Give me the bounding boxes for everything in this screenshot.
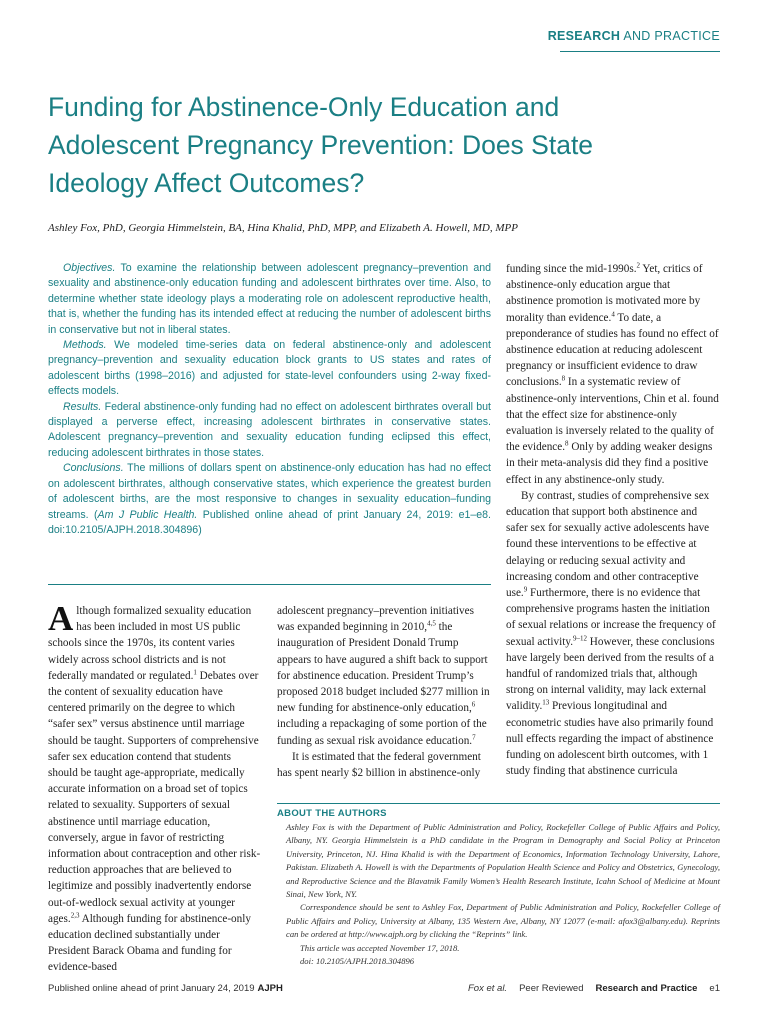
citation-journal: Am J Public Health. [97,508,198,521]
about-affiliations: Ashley Fox is with the Department of Public Administration and Policy, Rockefeller College of Public Affairs and Policy, Albany, NY. Georgia Himmelstein is a PhD candidate in the Program in Demography and Social Policy at Princeton University, Princeton, NJ. Hina Khalid is with the Department of Economics, Information Technology University, Lahore, Pakistan. Elizabeth A. Howell is with the Departments of Population Health Science and Policy and Obstetrics, Gynecology, and Reproductive Science and the Blavatnik Family Women’s Health Research Institute, Icahn School of Medicine at Mount Sinai, New York, NY. [286,822,720,900]
reference[interactable]: 1 [193,668,197,677]
body-paragraph: Although formalized sexuality education has been included in most US public schools since the 1970s, its content varies widely across school districts and is not federally mandated or regulated.$^1$ Debates over the content of sexuality education have centered primarily on the degree to which “safer sex” versus abstinence until marriage should be taught. Supporters of comprehensive safer sex education contend that students should be taught age-appropriate, medically accurate information on a broad set of topics related to sexuality. Supporters of sexual abstinence until marriage education, conversely, argue in favor of restricting information about contraception and other risk-reduction approaches that are believed to legitimize and possibly inadvertently endorse out-of-wedlock sexual activity at younger ages.$^{2,3}$ Although funding for abstinence-only education declined substantially under President Barack Obama and funding for evidence-based [48,599,261,974]
header-rule [560,51,720,52]
section-label [548,29,720,43]
footer-peer-reviewed: Peer Reviewed [519,983,584,994]
reference[interactable]: 9 [523,585,528,594]
footer-left [48,983,283,994]
footer-published: Published online ahead of print January 24, 2019 [48,983,255,994]
article-title: Funding for Abstinence-Only Education and Adolescent Pregnancy Prevention: Does State Ideology Affect Outcomes? [48,92,594,198]
reference[interactable]: 9–12 [573,633,587,642]
reference[interactable]: 8 [565,439,569,448]
abstract-conclusions [48,461,491,538]
body-column-3 [506,261,720,780]
abstract [48,261,491,538]
conclusions-label: Conclusions. [63,462,124,475]
reference[interactable]: 2,3 [70,911,80,920]
reference[interactable]: 6 [471,700,476,709]
citation-rest: Published online ahead of print January 24, 2019: e1–e8. doi:10.2105/AJPH.2018.304896) [48,508,491,536]
abstract-objectives [48,261,491,338]
article-authors: Ashley Fox, PhD, Georgia Himmelstein, BA, Hina Khalid, PhD, MPP, and Elizabeth A. Howell, MD, MPP [48,222,518,234]
reference[interactable]: 7 [472,732,476,741]
body-column-1 [48,599,262,976]
reference[interactable]: 4 [611,309,615,318]
methods-text: We modeled time-series data on federal abstinence-only and adolescent pregnancy–prevention and sexuality education block grants to US states and rates of adolescent births (1998–2016) and adjusted for state-level confounders using 2-way fixed-effects models. [48,339,491,398]
about-doi: doi: 10.2105/AJPH.2018.304896 [300,956,415,967]
body-paragraph: It is estimated that the federal government has spent nearly $2 billion in abstinence-only [277,750,481,780]
about-correspondence: Correspondence should be sent to Ashley Fox, Department of Public Administration and Policy, Rockefeller College of Public Affairs and Policy, University at Albany, 135 Western Ave, Albany, NY 12077 (e-mail: afox3@albany.edu). Reprints can be ordered at http://www.ajph.org by clicking the “Reprints” link. [286,902,720,940]
reference[interactable]: 4,5 [427,619,436,628]
abstract-results [48,400,491,462]
reference[interactable]: 8 [561,374,566,383]
footer-authorship: Fox et al. [468,983,508,994]
objectives-label: Objectives. [63,262,116,274]
body-paragraph: adolescent pregnancy–prevention initiatives was expanded beginning in 2010,$^{4,5}$ the inauguration of President Donald Trump appears to have augured a shift back to support for abstinence education. President Trump’s proposed 2018 budget included $277 million in new funding for abstinence-only education,$^6$ including a repackaging of some portion of the funding as sexual risk avoidance education.$^7$ [277,605,490,747]
footer-section: Research and Practice [595,983,698,994]
about-accepted: This article was accepted November 17, 2018. [300,942,460,953]
body-paragraph: By contrast, studies of comprehensive sex education that support both abstinence and safer sex for sexually active adolescents have found these interventions to be effective at delaying or reducing sexual activity and increasing condom and other contraceptive use.$^9$ Furthermore, there is no evidence that comprehensive programs hasten the initiation of sexual relations or increase the frequency of sexual activity.$^{9-12}$ However, these conclusions have largely been derived from the results of a handful of randomized trials that, although strong on internal validity, may lack external validity.$^{13}$ Previous longitudinal and econometric studies have also primarily found null effects regarding the impact of abstinence funding on adolescent birth outcomes, with 1 study finding that abstinence curricula [506,489,716,778]
abstract-rule [48,584,491,585]
abstract-methods [48,338,491,400]
methods-label: Methods. [63,339,107,352]
results-text: Federal abstinence-only funding had no effect on adolescent birthrates overall but displayed a perverse effect, increasing adolescent birthrates in conservative states. Adolescent pregnancy–prevention and sexuality education funding eclipsed this effect, reducing adolescent birthrates in those states. [48,400,491,459]
body-paragraph: funding since the mid-1990s.$^2$ Yet, critics of abstinence-only education argue that abstinence promotion is motivated more by morality than evidence.$^4$ To date, a preponderance of studies has found no effect of abstinence education at reducing adolescent pregnancy or insufficient evidence to draw conclusions.$^8$ In a systematic review of abstinence-only interventions, Chin et al. found that the effect size for abstinence-only evaluation is inversely related to the quality of the evidence.$^8$ Only by adding weaker designs in their meta-analysis did they find a positive effect in any abstinence-only study. [506,261,719,486]
reference[interactable]: 2 [636,261,641,270]
footer-page-number: e1 [709,983,720,994]
results-label: Results. [63,400,102,413]
about-authors-heading: ABOUT THE AUTHORS [277,808,387,819]
conclusions-text: The millions of dollars spent on abstinence-only education has had no effect on adolescent birthrates, although conservative states, which experience the greatest burden of adolescent births, are the most responsive to changes in sexuality education–funding streams. ( [48,462,491,521]
reference[interactable]: 13 [542,698,550,707]
body-column-2 [277,603,491,781]
about-authors-body [286,821,720,968]
about-rule [277,803,720,804]
footer-journal: AJPH [257,983,283,994]
section-label-bold: RESEARCH [547,29,621,43]
footer-right [468,983,720,994]
drop-cap: A [48,599,74,638]
objectives-text: To examine the relationship between adolescent pregnancy–prevention and sexuality and abstinence-only education funding and adolescent birthrates over time. Also, to determine whether state ideology plays a moderating role on adolescent reproductive health, that is, whether the funding has its intended effect at reducing the number of adolescent births in conservative but not in liberal states. [48,262,491,336]
section-label-rest: AND PRACTICE [620,29,720,43]
